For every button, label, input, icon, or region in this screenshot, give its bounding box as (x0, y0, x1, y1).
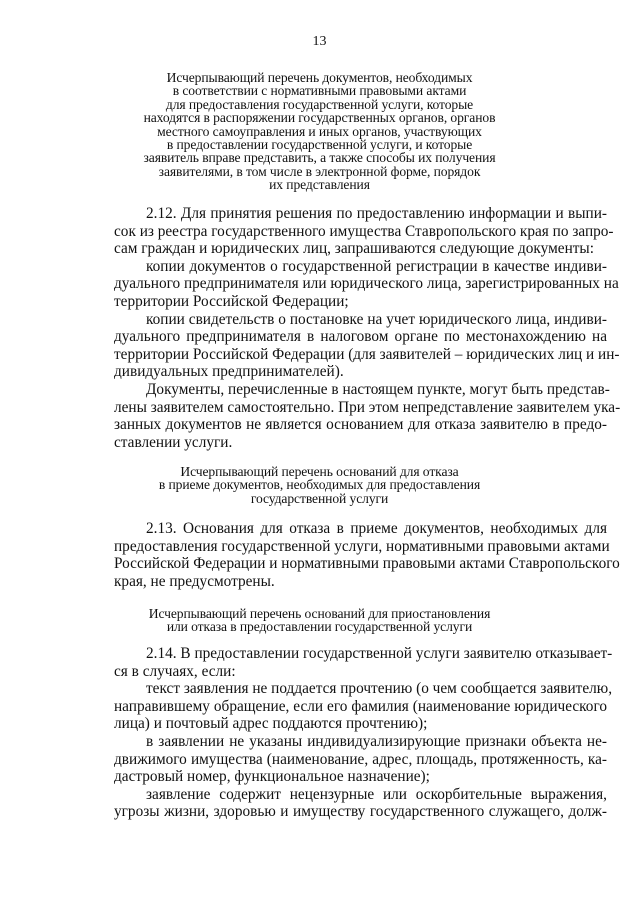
text-line: движимого имущества (наименование, адрес, площадь, протяженность, ка- (114, 750, 607, 768)
text-line: заявление содержит нецензурные или оскорбительные выражения, (146, 785, 607, 803)
text-line: дивидуальных предпринимателей). (114, 363, 344, 381)
heading-line: в приеме документов, необходимых для предоставления (158, 477, 481, 493)
section-heading-refusal-grounds (0, 465, 639, 505)
paragraph-2-12 (114, 205, 621, 451)
text-line: дуального предпринимателя в налоговом органе по местонахождению на (114, 328, 607, 346)
heading-line: Исчерпывающий перечень оснований для отказа (180, 464, 459, 479)
paragraph-2-13 (114, 520, 620, 590)
text-line: 2.13. Основания для отказа в приеме документов, необходимых для (146, 520, 607, 537)
heading-line: Исчерпывающий перечень оснований для приостановления (148, 606, 491, 621)
text-line: 2.12. Для принятия решения по предоставлению информации и выпи- (146, 205, 607, 222)
text-line: территории Российской Федерации (для заявителей – юридических лиц и ин- (114, 345, 620, 363)
heading-line: государственной услуги (250, 490, 389, 506)
text-line: занных документов не является основанием для отказа заявителю в предо- (114, 416, 607, 434)
text-line: ся в случаях, если: (114, 662, 236, 680)
page-number: 13 (312, 34, 327, 49)
text-line: предоставления государственной услуги, нормативными правовыми актами (114, 537, 610, 555)
text-line: лица) и почтовый адрес поддаются прочтению); (114, 715, 428, 733)
text-line: сам граждан и юридических лиц, запрашиваются следующие документы: (114, 240, 594, 258)
text-line: угрозы жизни, здоровью и имуществу государственного служащего, долж- (114, 803, 607, 821)
heading-line: заявитель вправе представить, а также способы их получения (143, 150, 496, 166)
text-line: края, не предусмотрены. (114, 572, 275, 590)
heading-line: находятся в распоряжении государственных органов, органов (143, 110, 496, 126)
text-line: 2.14. В предоставлении государственной услуги заявителю отказывает- (146, 645, 613, 662)
heading-line: в предоставлении государственной услуги, и которые (166, 137, 473, 153)
heading-line: местного самоуправления и иных органов, участвующих (157, 123, 482, 139)
heading-line: Исчерпывающий перечень документов, необходимых (166, 70, 473, 85)
section-heading-suspension-grounds (0, 607, 639, 634)
heading-line: для предоставления государственной услуги, которые (165, 96, 474, 112)
heading-line: или отказа в предоставлении государственной услуги (166, 619, 473, 635)
section-heading-documents-list (0, 71, 639, 192)
heading-line: в соответствии с нормативными правовыми актами (172, 83, 467, 99)
text-line: сок из реестра государственного имущества Ставропольского края по запро- (114, 222, 614, 240)
text-line: территории Российской Федерации; (114, 292, 349, 310)
heading-line: их представления (269, 177, 370, 193)
text-line: дастровый номер, функциональное назначение); (114, 768, 430, 786)
text-line: направившему обращение, если его фамилия (наименование юридического (114, 697, 607, 715)
text-line: Документы, перечисленные в настоящем пункте, могут быть представ- (146, 380, 610, 398)
text-line: копии свидетельств о постановке на учет юридического лица, индиви- (146, 310, 607, 328)
paragraph-2-14 (114, 645, 613, 821)
text-line: Российской Федерации и нормативными правовыми актами Ставропольского (114, 555, 620, 573)
text-line: копии документов о государственной регистрации в качестве индиви- (146, 257, 607, 275)
text-line: лены заявителем самостоятельно. При этом непредставление заявителем ука- (114, 398, 621, 416)
text-line: в заявлении не указаны индивидуализирующие признаки объекта не- (146, 732, 607, 750)
text-line: дуального предпринимателя или юридического лица, зарегистрированных на (114, 275, 619, 293)
text-line: ставлении услуги. (114, 433, 233, 451)
heading-line: заявителями, в том числе в электронной форме, порядок (158, 163, 481, 179)
text-line: текст заявления не поддается прочтению (о чем сообщается заявителю, (146, 680, 613, 698)
